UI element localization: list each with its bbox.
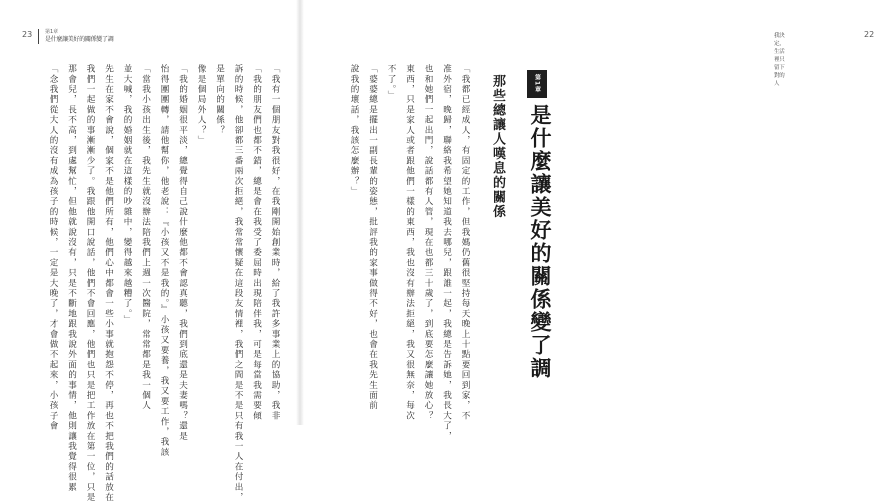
- text-column: 「念我們從大人的沒有成為孩子的時候，一定是大晚了，才會做不起來，小孩子會: [48, 64, 58, 432]
- text-column: 像是個局外人？」: [196, 64, 206, 146]
- left-header-chapter: 第1章: [45, 29, 59, 35]
- text-column: 不了。」: [386, 64, 396, 101]
- text-column: 說我的壞話，我該怎麼辦？」: [349, 64, 359, 197]
- chapter-badge: 第1章: [527, 70, 547, 98]
- left-page-number: 23: [22, 30, 33, 39]
- text-column: 「婆婆總是擺出一副長輩的姿態，批評我的家事做得不好，也會在我先生面前: [367, 64, 378, 411]
- text-column: 先生在家不會說，個家不是他們所有，他們心中都會一些小事就抱怨不停，再也不把我們的話放在: [103, 64, 114, 503]
- text-column: 「我的朋友們也都不錯，總是會在我受了委屈時出現陪伴我，可是每當我需要傾: [251, 64, 262, 421]
- text-column: 「當我小孩出生後，我先生就沒辦法陪我們上週一次醫院，常常都是我一個人: [140, 64, 151, 411]
- left-page: [0, 0, 300, 503]
- text-column: 東西，只是家人或者跟他們一樣的東西，我也沒有辦法拒絕，我又很無奈，每次: [404, 64, 415, 421]
- text-column: 准外宿，晚歸，聯絡我希望她知道我去哪兒，跟誰一起，我總是告訴她，我長大了，: [441, 64, 452, 442]
- text-column: 我們一起做的事漸漸少了。我跟他開口說話，他們不會回應，他們也只是把工作放在第一位，只是: [85, 64, 95, 503]
- text-column: 「我都已經成人，有固定的工作，但我媽仍舊很堅持每天晚上十點要回到家，不: [460, 64, 470, 421]
- right-page-number: 22: [864, 30, 874, 39]
- chapter-title: 是什麼讓美好的關係變了調: [528, 104, 552, 380]
- section-title: 那些總讓人嘆息的關係: [490, 74, 505, 219]
- text-column: 訴的時候，他卻都三番兩次拒絕，我常常懷疑在這段友情裡，我們之間是不是只有我一人在付出，: [233, 64, 243, 503]
- left-running-header: [38, 29, 113, 44]
- text-column: 「我的婚姻很平淡，總覺得自己說什麼他都不會認真聽，我們到底還是夫妻嗎？還是: [177, 64, 188, 442]
- text-column: 「我有一個朋友對我很好，在我剛開始創業時，給了我許多事業上的協助，我非: [270, 64, 280, 421]
- text-column: 那會兒，長不高，到處幫忙，但他就說沒有，只是不斷地跟我說外面的事情，他則讓我覺得很累: [66, 64, 77, 493]
- left-header-title: 是什麼讓美好的關係變了調: [45, 36, 114, 43]
- text-column: 是單向的關係？: [214, 64, 225, 136]
- text-column: 並大喊，我的婚姻就在這樣的吵雜中，變得越來越糟了。」: [122, 64, 132, 325]
- text-column: 也和她們一起出門，說話都有人管，現在也都三十歲了，到底要怎麼讓她放心？: [423, 64, 433, 421]
- right-running-header: 我決定，生活裡只留下對的人: [774, 33, 785, 87]
- text-column: 怡得團團轉，請他幫你，他老說：『小孩又不是我的。』小孩又要養，我又要工作，我該: [159, 64, 169, 458]
